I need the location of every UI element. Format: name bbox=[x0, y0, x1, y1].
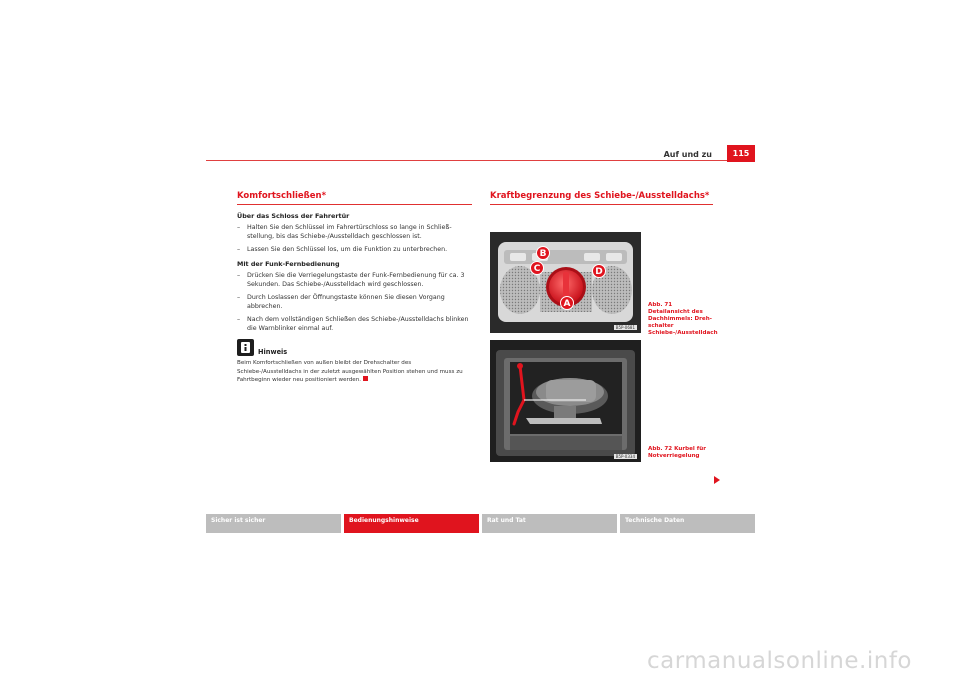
instruction-list-schloss bbox=[237, 223, 472, 254]
section-title-kraftbegrenzung: Kraftbegrenzung des Schiebe-/Ausstelldachs* bbox=[490, 191, 713, 205]
header-divider bbox=[206, 160, 727, 161]
figure-caption-72: Abb. 72 Kurbel für Notverriegelung bbox=[648, 446, 706, 459]
figure-label-b: B bbox=[536, 246, 550, 260]
figure-label-d: D bbox=[592, 264, 606, 278]
section-title-komfortschliessen: Komfortschließen* bbox=[237, 191, 472, 205]
figure-code: B5P-0681 bbox=[615, 325, 635, 330]
footer-tab-sicher[interactable]: Sicher ist sicher bbox=[206, 514, 341, 533]
note-text: Beim Komfortschließen von außen bleibt der Drehschalter des Schiebe-/Ausstelldachs in der zuletzt ausgewählten Position stehen und muss zu Fahrtbeginn wieder neu positioniert werden. bbox=[237, 360, 463, 383]
watermark-text: carmanualsonline.info bbox=[646, 648, 912, 674]
footer-tab-rat[interactable]: Rat und Tat bbox=[482, 514, 617, 533]
page-number: 115 bbox=[727, 145, 755, 162]
list-item: – Nach dem vollständigen Schließen des Schiebe-/Ausstelldachs blinken die Warnblinker einmal auf. bbox=[237, 316, 469, 332]
figure-code: B5P-0334 bbox=[615, 454, 635, 459]
note-header bbox=[237, 339, 472, 356]
note-icon bbox=[237, 339, 254, 356]
figure-emergency-crank bbox=[490, 340, 641, 462]
note-label: Hinweis bbox=[258, 348, 288, 356]
list-item: – Drücken Sie die Verriegelungstaste der Funk-Fernbedienung für ca. 3 Sekunden. Das Schiebe-/Ausstelldach wird geschlossen. bbox=[237, 272, 465, 288]
footer-tab-bedienung[interactable]: Bedienungshinweise bbox=[344, 514, 479, 533]
figure-label-c: C bbox=[530, 261, 544, 275]
list-item: – Durch Loslassen der Öffnungstaste können Sie diesen Vorgang abbrechen. bbox=[237, 294, 445, 310]
subheading-funk: Mit der Funk-Fernbedienung bbox=[237, 260, 340, 268]
page-header-title: Auf und zu bbox=[663, 150, 712, 159]
figure-caption-71: Abb. 71 Detailansicht des Dachhimmels: Dreh-schalter Schiebe-/Ausstelldach bbox=[648, 302, 718, 336]
figure-label-a: A bbox=[560, 296, 574, 310]
end-marker-icon bbox=[363, 376, 368, 381]
subheading-schloss: Über das Schloss der Fahrertür bbox=[237, 212, 350, 220]
list-item: – Halten Sie den Schlüssel im Fahrertürschloss so lange in Schließ-stellung, bis das Schiebe-/Ausstelldach geschlossen ist. bbox=[237, 224, 452, 240]
list-item: – Lassen Sie den Schlüssel los, um die Funktion zu unterbrechen. bbox=[237, 246, 448, 253]
instruction-list-funk bbox=[237, 271, 472, 333]
footer-tab-technik[interactable]: Technische Daten bbox=[620, 514, 755, 533]
figure-roof-switch bbox=[490, 232, 641, 333]
right-column bbox=[490, 191, 713, 212]
footer-nav bbox=[206, 514, 755, 533]
next-page-arrow-icon[interactable] bbox=[714, 476, 720, 484]
left-column bbox=[237, 191, 472, 385]
